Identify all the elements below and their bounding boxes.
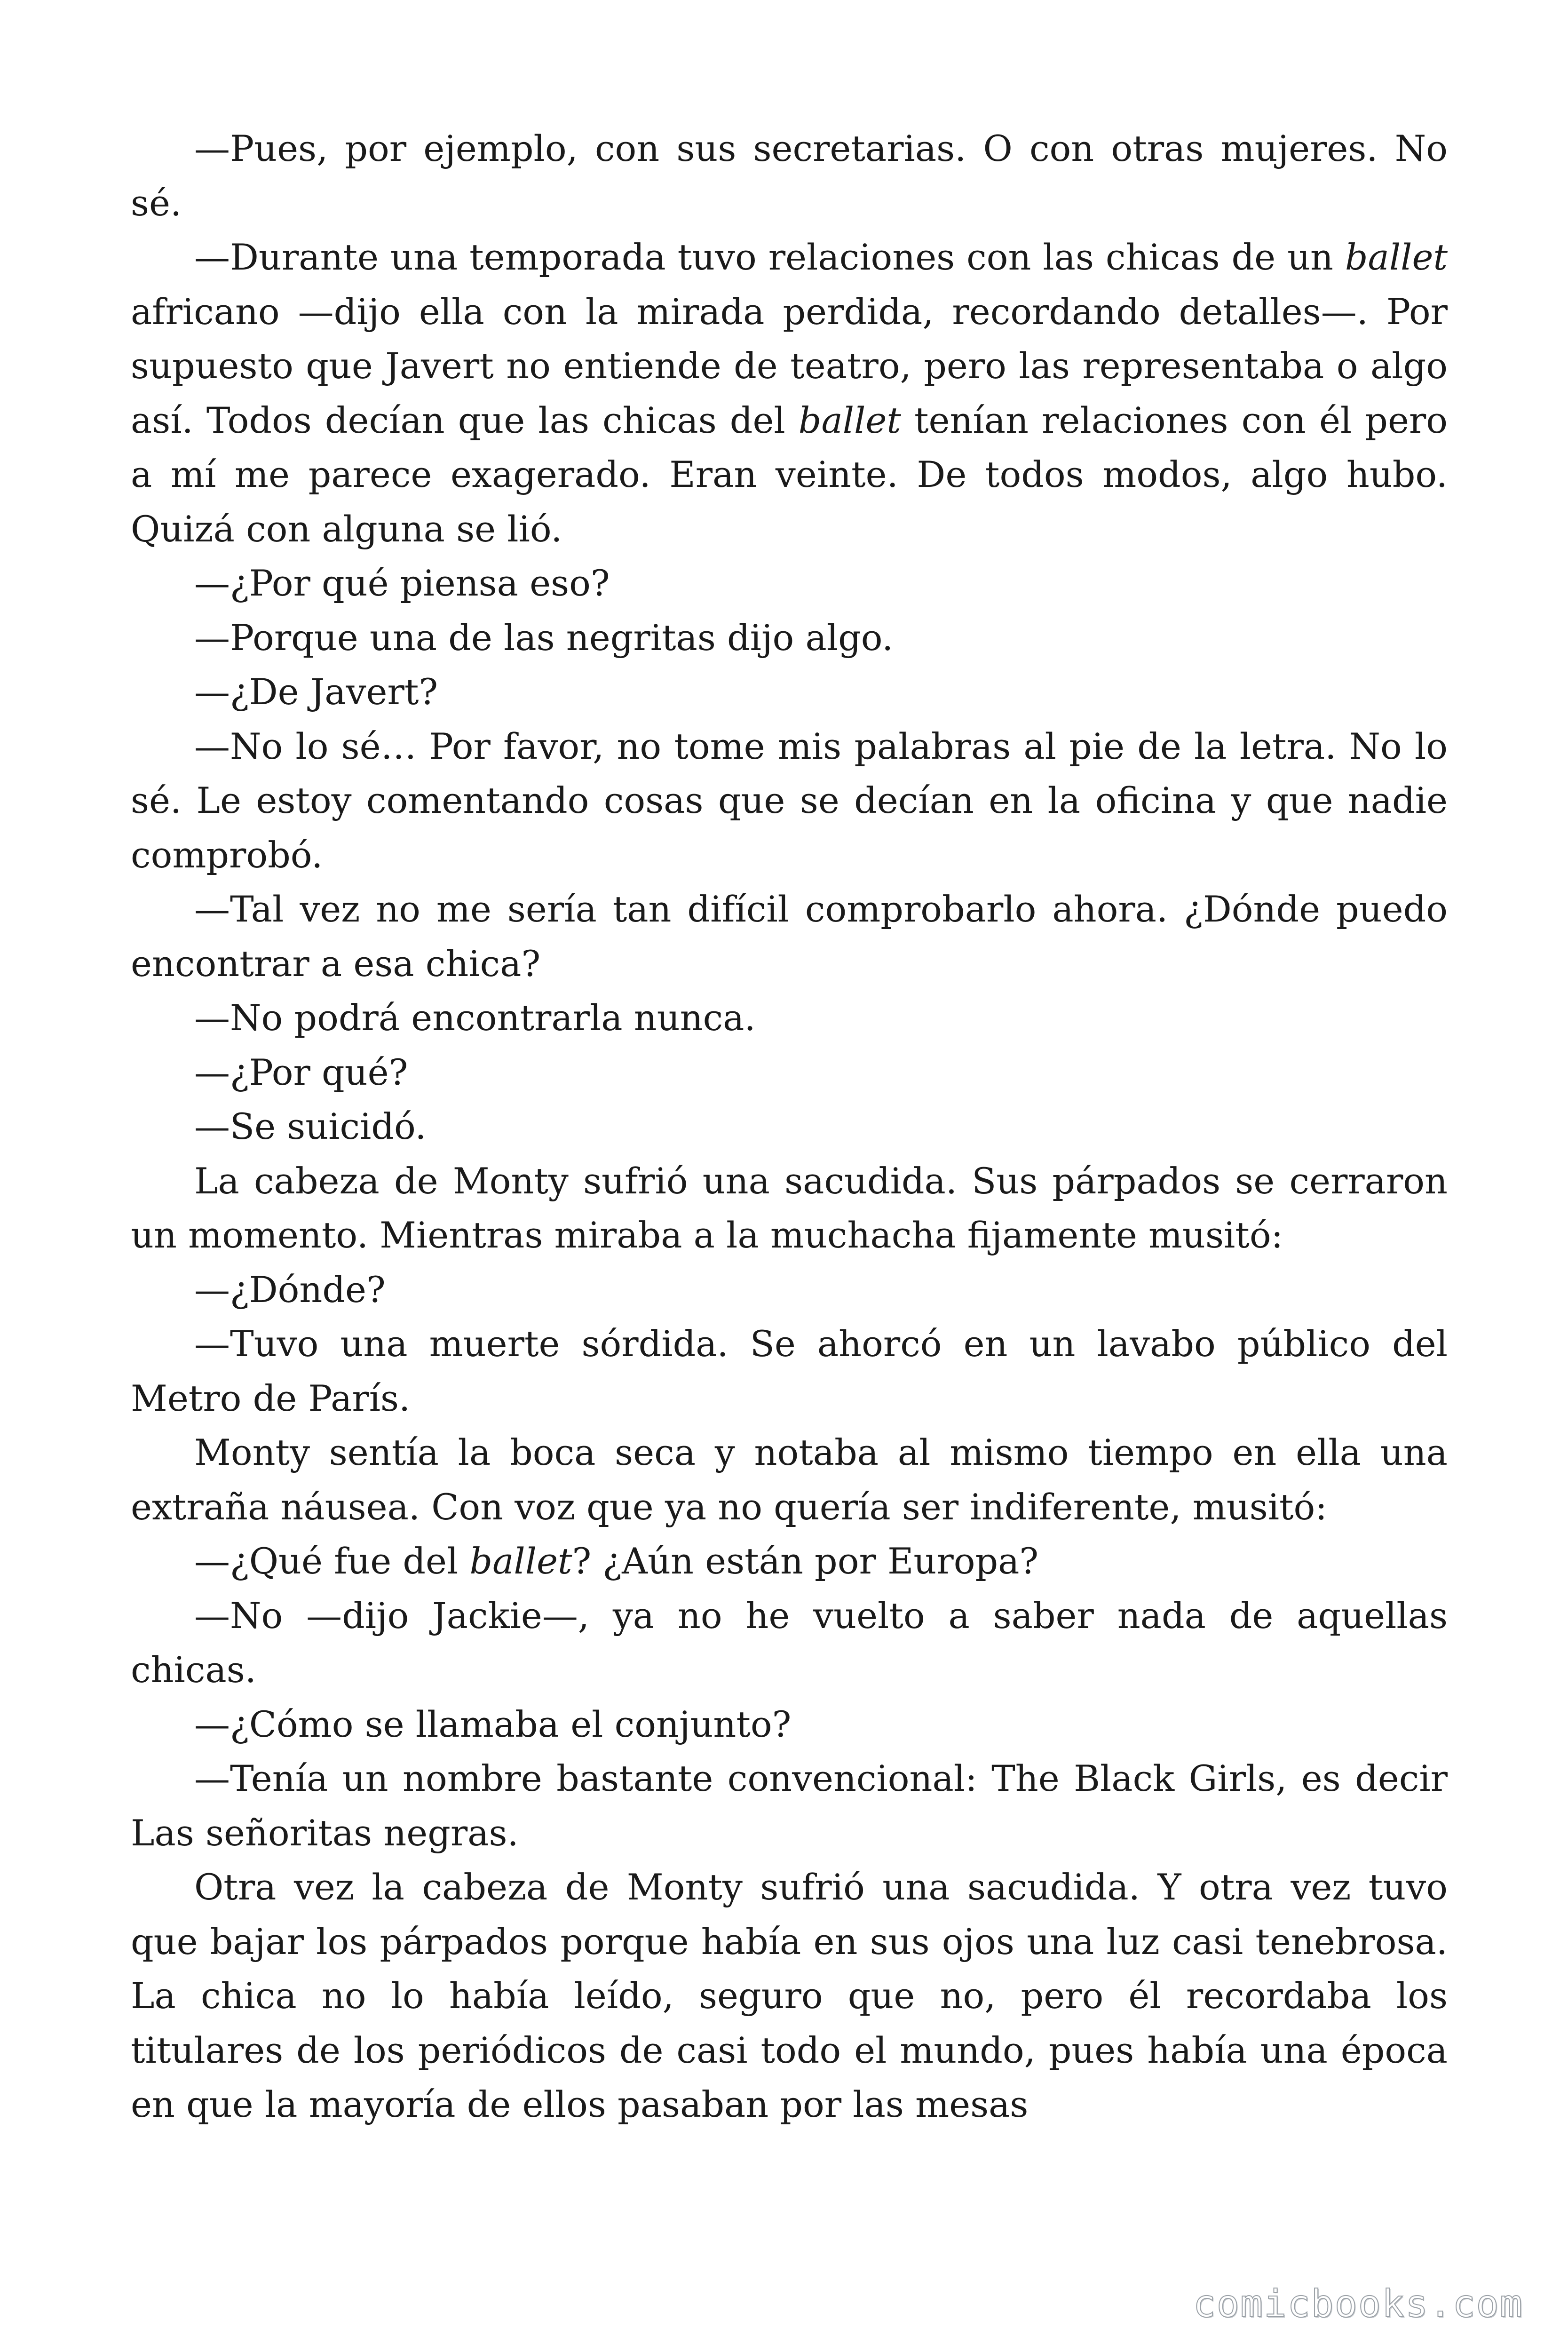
paragraph (131, 1534, 1448, 1589)
text-segment: africano —dijo ella con la mirada perdida, recordando detalles—. Por supuesto que Javert no entiende de teatro, pero las representaba o algo así. Todos decían que las chicas del (131, 290, 1448, 441)
paragraph (131, 1751, 1448, 1860)
text-segment: —Pues, por ejemplo, con sus secretarias. O con otras mujeres. No sé. (131, 127, 1448, 224)
text-segment: La cabeza de Monty sufrió una sacudida. Sus párpados se cerraron un momento. Mientras miraba a la muchacha fijamente musitó: (131, 1160, 1448, 1256)
text-segment: —Tenía un nombre bastante convencional: The Black Girls, es decir Las señoritas negras. (131, 1757, 1448, 1854)
text-segment: —No —dijo Jackie—, ya no he vuelto a saber nada de aquellas chicas. (131, 1594, 1448, 1691)
text-segment: —Tuvo una muerte sórdida. Se ahorcó en un lavabo público del Metro de París. (131, 1323, 1448, 1419)
paragraph (131, 1589, 1448, 1697)
text-segment: Monty sentía la boca seca y notaba al mismo tiempo en ella una extraña náusea. Con voz que ya no quería ser indiferente, musitó: (131, 1431, 1448, 1528)
text-segment: tenían relaciones con él pero a mí me parece exagerado. Eran veinte. De todos modos, algo hubo. Quizá con alguna se lió. (131, 399, 1448, 550)
paragraph (131, 1099, 1448, 1154)
italic-text: ballet (469, 1540, 572, 1582)
paragraph (131, 882, 1448, 991)
paragraph (131, 1860, 1448, 2132)
page-body (131, 121, 1448, 2132)
paragraph (131, 121, 1448, 230)
text-segment: Otra vez la cabeza de Monty sufrió una sacudida. Y otra vez tuvo que bajar los párpados porque había en sus ojos una luz casi tenebrosa. La chica no lo había leído, seguro que no, pero él recordaba los titulares de los periódicos de casi todo el mundo, pues había una época en que la mayoría de ellos pasaban por las mesas (131, 1866, 1448, 2125)
paragraph (131, 1154, 1448, 1263)
paragraph (131, 1425, 1448, 1534)
paragraph (131, 719, 1448, 882)
text-segment: —¿Dónde? (194, 1268, 386, 1311)
text-segment: —No podrá encontrarla nunca. (194, 997, 756, 1039)
text-segment: —No lo sé… Por favor, no tome mis palabras al pie de la letra. No lo sé. Le estoy comentando cosas que se decían en la oficina y que nadie comprobó. (131, 725, 1448, 876)
text-segment: —¿Por qué? (194, 1051, 408, 1093)
text-segment: —Se suicidó. (194, 1105, 427, 1147)
italic-text: ballet (1345, 236, 1448, 278)
text-segment: —Durante una temporada tuvo relaciones con las chicas de un (194, 236, 1345, 278)
text-segment: —Porque una de las negritas dijo algo. (194, 616, 894, 659)
paragraph (131, 665, 1448, 719)
paragraph (131, 1045, 1448, 1100)
text-segment: —¿Por qué piensa eso? (194, 562, 610, 604)
paragraph (131, 1317, 1448, 1425)
text-segment: —¿De Javert? (194, 671, 438, 713)
paragraph (131, 1263, 1448, 1317)
watermark: comicbooks.com (1193, 2282, 1523, 2326)
italic-text: ballet (798, 399, 901, 441)
paragraph (131, 991, 1448, 1045)
paragraph (131, 1697, 1448, 1752)
text-segment: —¿Qué fue del (194, 1540, 470, 1582)
text-segment: ? ¿Aún están por Europa? (572, 1540, 1039, 1582)
paragraph (131, 611, 1448, 665)
paragraph (131, 556, 1448, 611)
paragraph (131, 230, 1448, 556)
text-segment: —¿Cómo se llamaba el conjunto? (194, 1703, 792, 1745)
text-segment: —Tal vez no me sería tan difícil comprobarlo ahora. ¿Dónde puedo encontrar a esa chica? (131, 888, 1448, 985)
